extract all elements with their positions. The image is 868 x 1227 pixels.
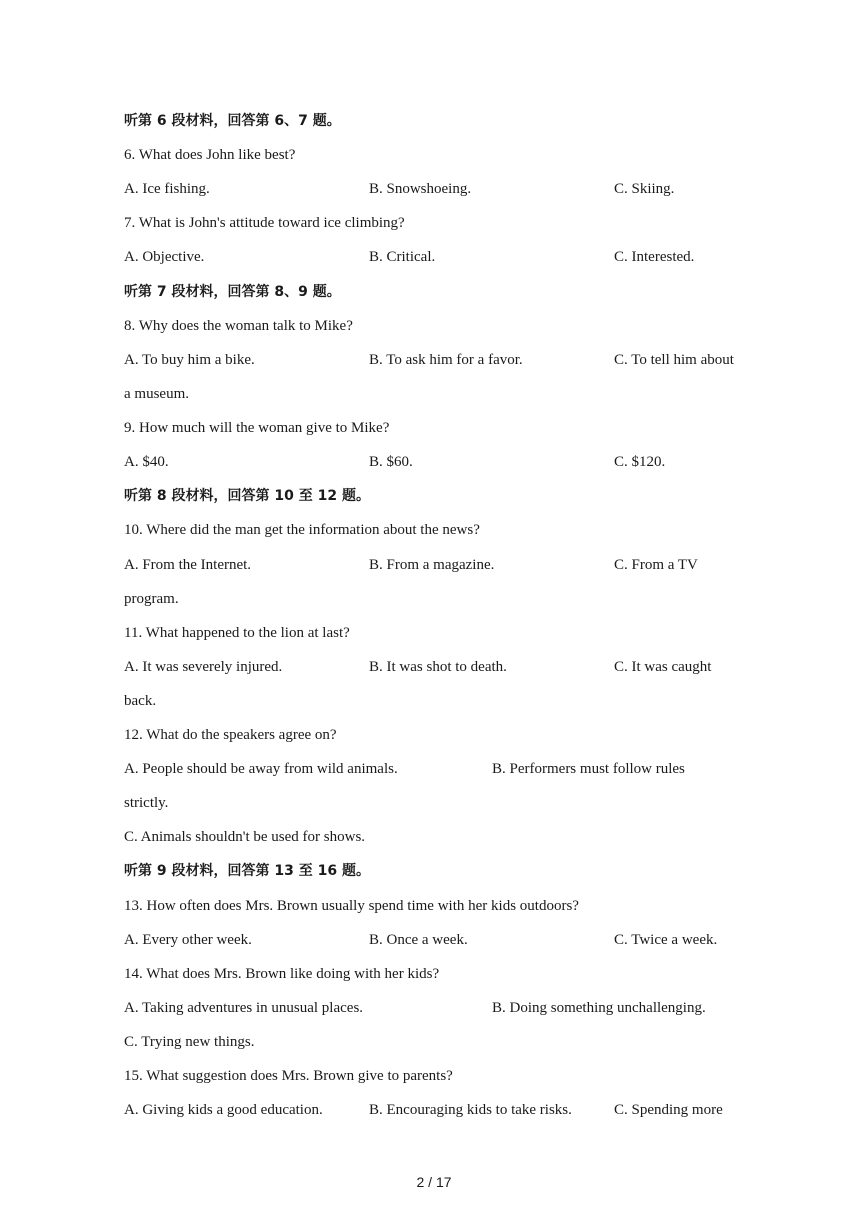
- question-stem: 13. How often does Mrs. Brown usually spend time with her kids outdoors?: [124, 898, 579, 914]
- page-number: 2 / 17: [416, 1174, 452, 1190]
- option-continuation: program.: [124, 591, 179, 607]
- option-a[interactable]: A. People should be away from wild animals.: [124, 761, 398, 777]
- question-stem: 9. How much will the woman give to Mike?: [124, 420, 390, 436]
- question-stem: 8. Why does the woman talk to Mike?: [124, 318, 353, 334]
- option-continuation: a museum.: [124, 386, 189, 402]
- options-row: [124, 450, 824, 474]
- option-b[interactable]: B. Doing something unchallenging.: [492, 1000, 706, 1016]
- options-row: [124, 1098, 824, 1122]
- option-a[interactable]: A. Objective.: [124, 249, 205, 265]
- options-row: [124, 996, 824, 1020]
- option-c[interactable]: C. Twice a week.: [614, 932, 718, 948]
- option-b[interactable]: B. Critical.: [369, 249, 436, 265]
- option-b[interactable]: B. Snowshoeing.: [369, 181, 472, 197]
- option-a[interactable]: A. Giving kids a good education.: [124, 1102, 323, 1118]
- option-b[interactable]: B. Performers must follow rules: [492, 761, 685, 777]
- option-b[interactable]: B. Once a week.: [369, 932, 468, 948]
- option-c[interactable]: C. Interested.: [614, 249, 695, 265]
- option-continuation: strictly.: [124, 795, 169, 811]
- option-c[interactable]: C. Skiing.: [614, 181, 675, 197]
- options-row: [124, 928, 824, 952]
- option-a[interactable]: A. From the Internet.: [124, 557, 252, 573]
- options-row: [124, 177, 824, 201]
- options-row: [124, 655, 824, 679]
- option-b[interactable]: B. It was shot to death.: [369, 659, 507, 675]
- section-heading: 听第 9 段材料，回答第 13 至 16 题。: [124, 863, 370, 879]
- option-c[interactable]: C. Trying new things.: [124, 1034, 255, 1050]
- option-c[interactable]: C. Spending more: [614, 1102, 723, 1118]
- option-b[interactable]: B. Encouraging kids to take risks.: [369, 1102, 572, 1118]
- question-stem: 12. What do the speakers agree on?: [124, 727, 337, 743]
- question-stem: 15. What suggestion does Mrs. Brown give to parents?: [124, 1068, 453, 1084]
- question-stem: 6. What does John like best?: [124, 147, 296, 163]
- option-b[interactable]: B. From a magazine.: [369, 557, 495, 573]
- option-c[interactable]: C. Animals shouldn't be used for shows.: [124, 829, 366, 845]
- options-row: [124, 348, 824, 372]
- option-b[interactable]: B. To ask him for a favor.: [369, 352, 523, 368]
- option-a[interactable]: A. Every other week.: [124, 932, 252, 948]
- options-row: [124, 757, 824, 781]
- option-c[interactable]: C. $120.: [614, 454, 666, 470]
- question-stem: 10. Where did the man get the information about the news?: [124, 522, 480, 538]
- options-row: [124, 553, 824, 577]
- section-heading: 听第 8 段材料，回答第 10 至 12 题。: [124, 488, 370, 504]
- question-stem: 14. What does Mrs. Brown like doing with her kids?: [124, 966, 440, 982]
- option-a[interactable]: A. $40.: [124, 454, 169, 470]
- options-row: [124, 245, 824, 269]
- section-heading: 听第 7 段材料，回答第 8、9 题。: [124, 284, 341, 300]
- question-stem: 7. What is John's attitude toward ice climbing?: [124, 215, 405, 231]
- option-c[interactable]: C. From a TV: [614, 557, 698, 573]
- option-continuation: back.: [124, 693, 157, 709]
- option-c[interactable]: C. It was caught: [614, 659, 712, 675]
- option-c[interactable]: C. To tell him about: [614, 352, 734, 368]
- option-a[interactable]: A. Ice fishing.: [124, 181, 210, 197]
- option-a[interactable]: A. Taking adventures in unusual places.: [124, 1000, 364, 1016]
- section-heading: 听第 6 段材料，回答第 6、7 题。: [124, 113, 341, 129]
- option-a[interactable]: A. To buy him a bike.: [124, 352, 255, 368]
- question-stem: 11. What happened to the lion at last?: [124, 625, 350, 641]
- option-a[interactable]: A. It was severely injured.: [124, 659, 283, 675]
- option-b[interactable]: B. $60.: [369, 454, 413, 470]
